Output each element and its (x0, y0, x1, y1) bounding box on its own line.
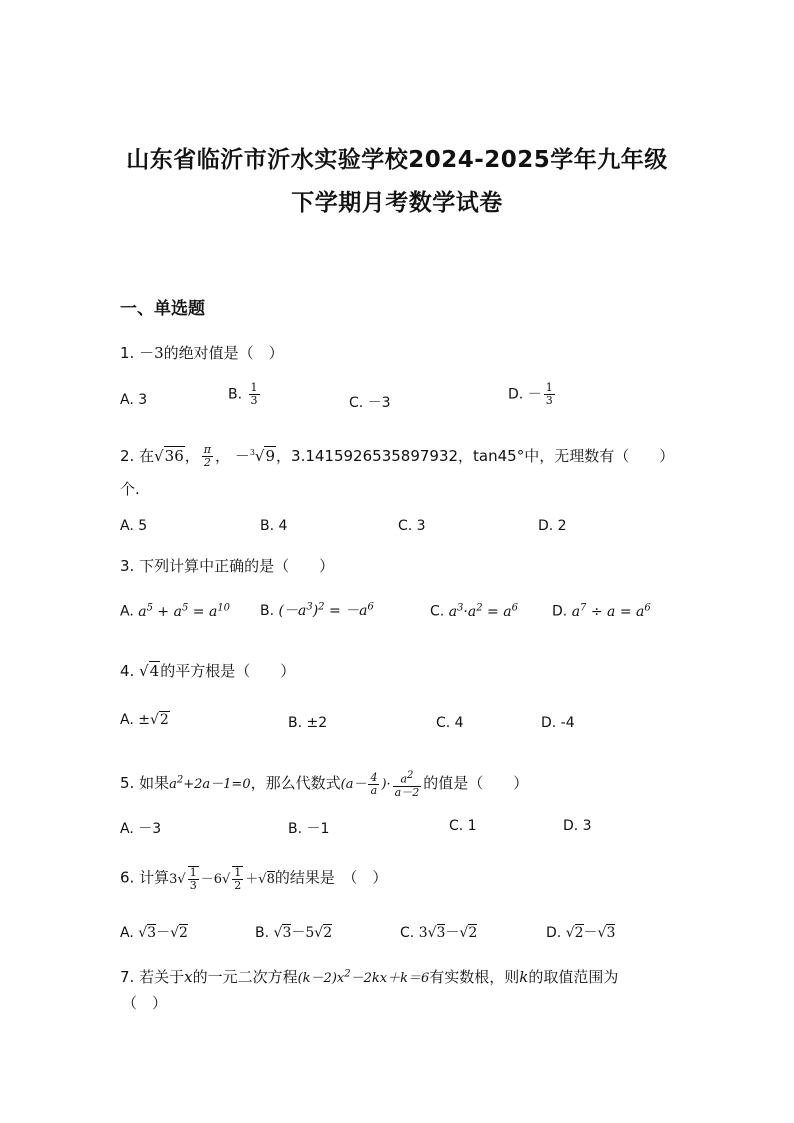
question-1 (120, 342, 284, 363)
option-a[interactable]: A. $a^5 + a^5 = a^{10}$ (120, 602, 231, 620)
question-number: 1. (120, 344, 135, 362)
option-b[interactable]: B. 4 (260, 518, 288, 534)
option-b[interactable]: B. √3－5√2 (255, 925, 333, 941)
section-heading: 一、单选题 (120, 299, 205, 319)
page-title-line1: 山东省临沂市沂水实验学校2024-2025学年九年级 (126, 147, 668, 173)
option-a[interactable]: A. ±√2 (120, 712, 169, 728)
option-a[interactable]: A. 5 (120, 518, 148, 534)
option-a[interactable]: A. √3－√2 (120, 925, 188, 941)
question-7: 7. 若关于x的一元二次方程$(k-2)x^2-2kx+k=6$有实数根，则k的取值范围为 (120, 968, 619, 986)
question-2: 2. 在√36， $\frac{\pi}{2}$ ， －$^3$√9，3.1415926535897932，tan45°中，无理数有（ ） (120, 443, 675, 469)
option-a[interactable]: A. 3 (120, 392, 148, 408)
question-text: 的绝对值是（ ） (163, 344, 284, 362)
question-3: 3. 下列计算中正确的是（ ） (120, 557, 335, 575)
question-6: 6. 计算3√ $\frac{1}{3}$ －6√ $\frac{1}{2}$ ＋√8的结果是 （ ） (120, 866, 388, 892)
option-c[interactable]: C. $a^3\cdot a^2 = a^6$ (430, 602, 518, 620)
option-c[interactable]: C. －3 (349, 395, 391, 411)
option-b[interactable]: B. ±2 (288, 715, 328, 731)
question-7-line2: （ ） (122, 994, 168, 1012)
option-b[interactable]: B. $(-a^3)^2 = -a^6$ (260, 601, 374, 619)
option-c[interactable]: C. 3 (398, 518, 426, 534)
option-d[interactable]: D. － $\frac{1}{3}$ (508, 381, 553, 407)
question-4: 4. √4的平方根是（ ） (120, 662, 296, 680)
option-c[interactable]: C. 4 (436, 715, 464, 731)
option-d[interactable]: D. 3 (563, 818, 592, 834)
option-d[interactable]: D. 2 (538, 518, 567, 534)
option-c[interactable]: C. 3√3－√2 (400, 925, 478, 941)
option-d[interactable]: D. $a^7 \div a = a^6$ (552, 602, 651, 620)
question-5: 5. 如果$a^2+2a-1=0$，那么代数式(a－ $\frac{4}{a}$ )· $\frac{a^2}{a-2}$ 的值是（ ） (120, 770, 529, 799)
question-2-line2: 个. (120, 480, 140, 498)
page-title-line2: 下学期月考数学试卷 (291, 190, 503, 216)
option-b[interactable]: B. $\frac{1}{3}$ (228, 381, 258, 407)
option-d[interactable]: D. -4 (541, 715, 575, 731)
option-b[interactable]: B. －1 (288, 821, 330, 837)
math-expr: －3 (139, 344, 164, 362)
option-c[interactable]: C. 1 (449, 818, 477, 834)
option-a[interactable]: A. －3 (120, 821, 162, 837)
option-d[interactable]: D. √2－√3 (546, 925, 616, 941)
